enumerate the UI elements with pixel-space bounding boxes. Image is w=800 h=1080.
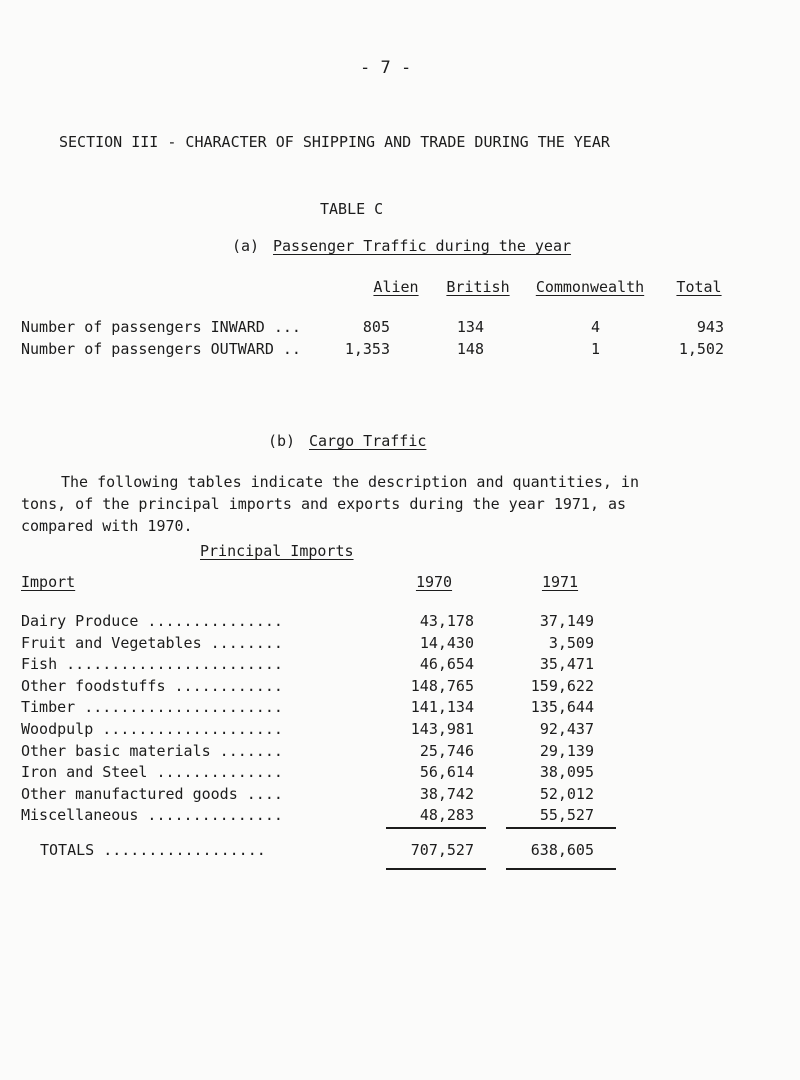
value-1971: 92,437 (539, 720, 594, 738)
principal-imports-heading: Principal Imports (200, 542, 354, 560)
import-label: Fish ........................ (21, 655, 283, 674)
cargo-heading: Cargo Traffic (309, 432, 427, 450)
value-1971: 38,095 (539, 763, 594, 782)
row-label: Number of passengers OUTWARD .. (21, 340, 301, 358)
value-1970: 14,430 (419, 633, 474, 652)
value-1970: 48,283 (419, 806, 474, 825)
col-1970: 1970 (415, 573, 453, 591)
cargo-heading-prefix: (b) (268, 432, 296, 450)
cargo-intro-line-1: The following tables indicate the description and quantities, in (61, 473, 639, 491)
import-label: Dairy Produce ............... (21, 612, 283, 630)
col-british: British (446, 278, 510, 296)
page-number: - 7 - (360, 58, 412, 78)
value-1971: 52,012 (539, 784, 594, 803)
passenger-heading-prefix: (a) (232, 237, 260, 255)
import-label: Miscellaneous ............... (21, 806, 283, 825)
cargo-intro-line-2: tons, of the principal imports and exports during the year 1971, as (21, 495, 627, 513)
import-label: Other foodstuffs ............ (21, 676, 283, 695)
totals-1970: 707,527 (410, 841, 474, 859)
totals-1971: 638,605 (530, 841, 594, 859)
passenger-heading: Passenger Traffic during the year (273, 237, 572, 255)
value-1971: 37,149 (539, 612, 594, 630)
section-title: SECTION III - CHARACTER OF SHIPPING AND TRADE DURING THE YEAR (59, 133, 610, 151)
value-1971: 29,139 (539, 741, 594, 760)
value-1970: 143,981 (410, 720, 474, 738)
totals-bottom-rule-1971 (506, 868, 616, 870)
value-1971: 35,471 (539, 655, 594, 674)
value-1971: 55,527 (539, 806, 594, 825)
cell-commonwealth: 4 (590, 318, 600, 336)
value-1970: 56,614 (419, 763, 474, 782)
import-label: Timber ...................... (21, 698, 283, 717)
value-1971: 159,622 (530, 676, 594, 695)
cell-alien: 1,353 (344, 340, 390, 358)
row-label: Number of passengers INWARD ... (21, 318, 301, 336)
totals-top-rule-1971 (506, 827, 616, 829)
value-1970: 43,178 (419, 612, 474, 630)
import-label: Other manufactured goods .... (21, 784, 283, 803)
import-label: Fruit and Vegetables ........ (21, 633, 283, 652)
col-commonwealth: Commonwealth (535, 278, 645, 296)
totals-top-rule-1970 (386, 827, 486, 829)
cell-total: 1,502 (678, 340, 724, 358)
import-label: Other basic materials ....... (21, 741, 283, 760)
col-1971: 1971 (541, 573, 579, 591)
cell-alien: 805 (362, 318, 390, 336)
totals-label: TOTALS .................. (40, 841, 266, 859)
value-1970: 38,742 (419, 784, 474, 803)
value-1971: 3,509 (548, 633, 594, 652)
value-1970: 141,134 (410, 698, 474, 717)
cell-british: 148 (456, 340, 484, 358)
cell-total: 943 (696, 318, 724, 336)
value-1970: 25,746 (419, 741, 474, 760)
value-1971: 135,644 (530, 698, 594, 717)
value-1970: 148,765 (410, 676, 474, 695)
totals-bottom-rule-1970 (386, 868, 486, 870)
table-label: TABLE C (320, 200, 384, 218)
col-alien: Alien (373, 278, 419, 296)
cell-british: 134 (456, 318, 484, 336)
col-total: Total (676, 278, 722, 296)
col-import: Import (21, 573, 76, 591)
import-label: Woodpulp .................... (21, 720, 283, 738)
import-label: Iron and Steel .............. (21, 763, 283, 782)
cell-commonwealth: 1 (590, 340, 600, 358)
value-1970: 46,654 (419, 655, 474, 674)
cargo-intro-line-3: compared with 1970. (21, 517, 193, 535)
